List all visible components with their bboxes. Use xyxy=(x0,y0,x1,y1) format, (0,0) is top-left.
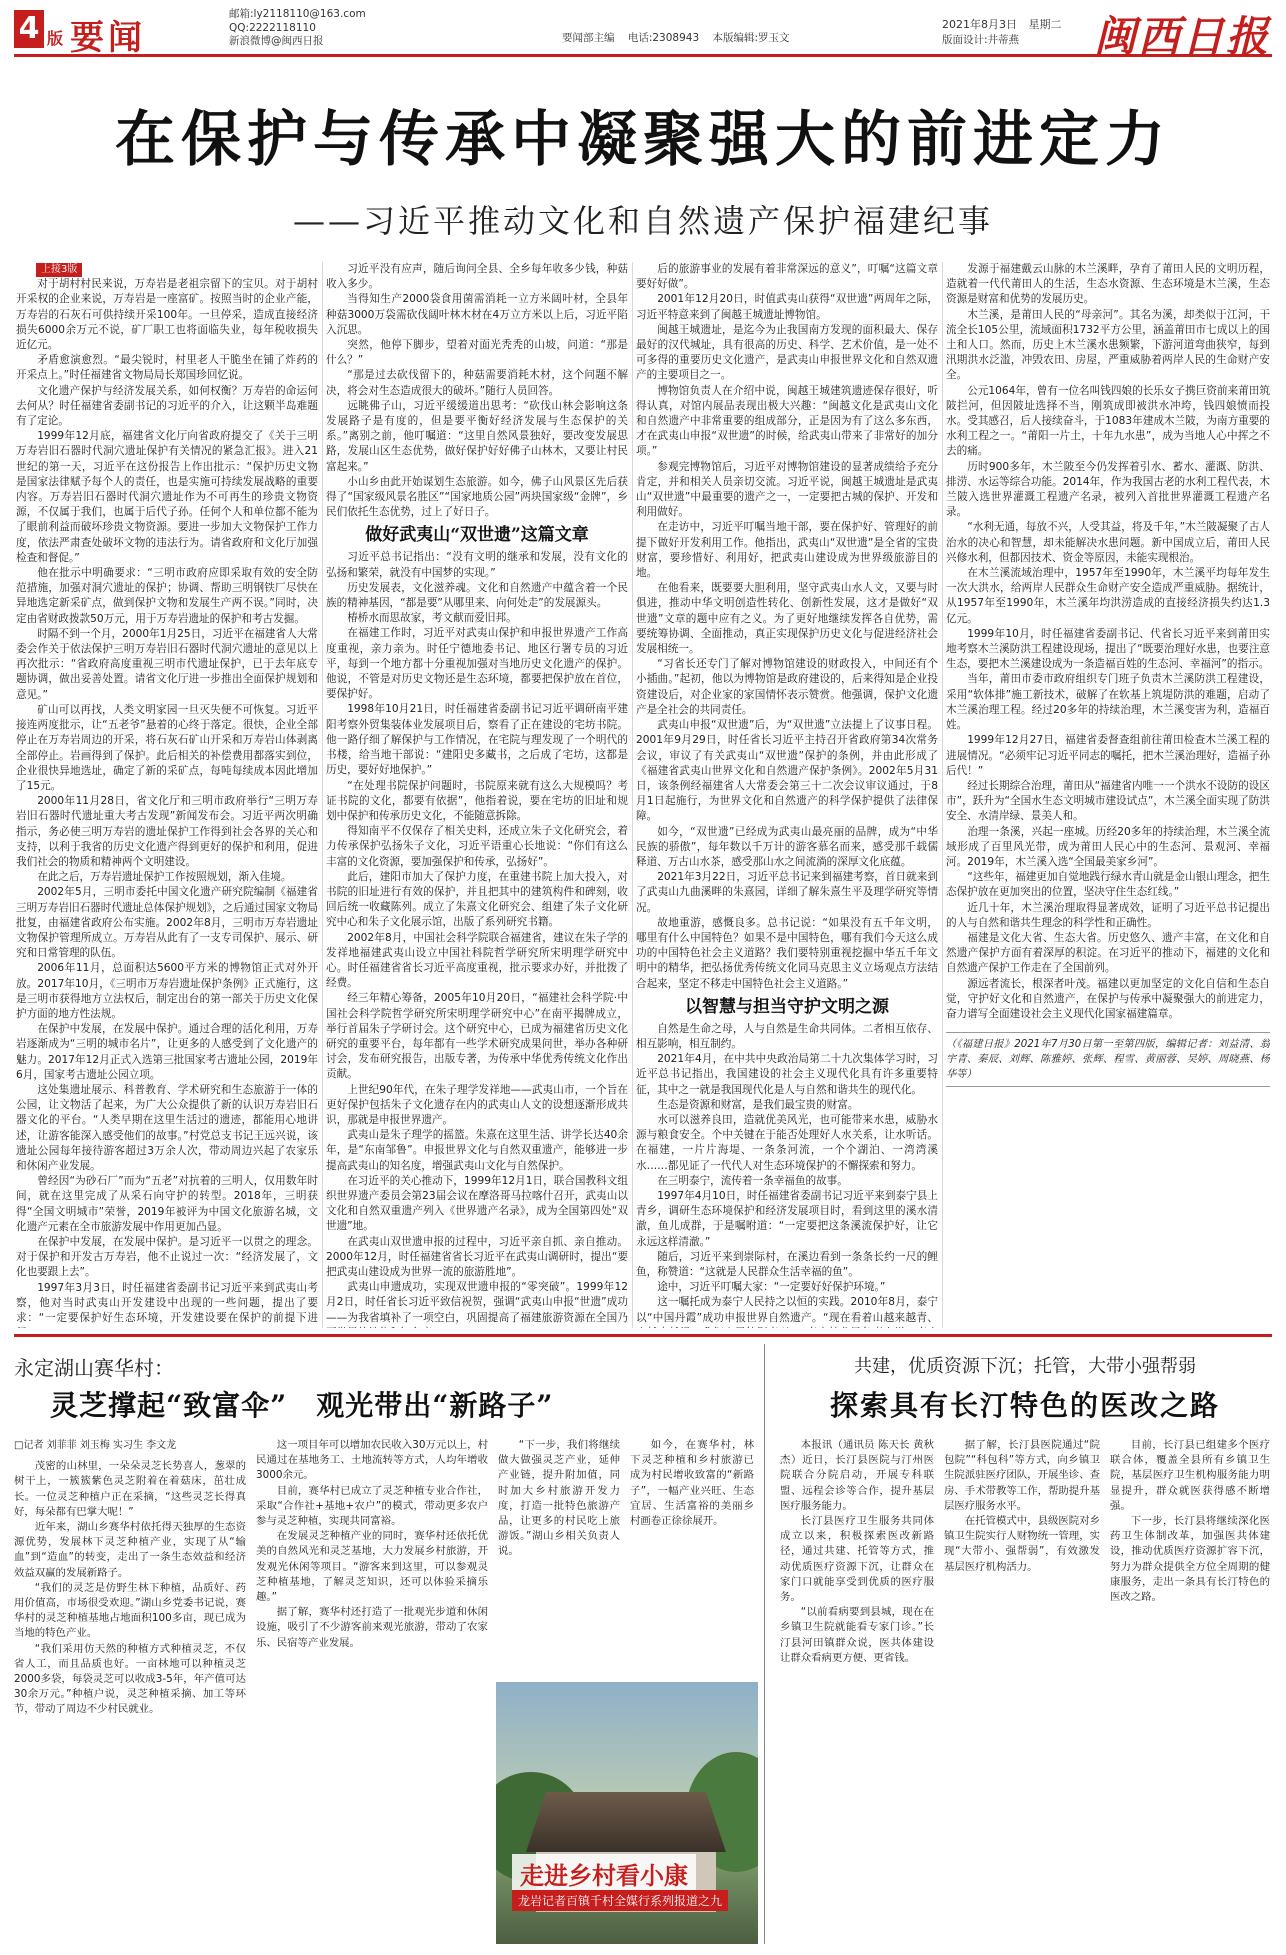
paragraph: 矿山可以再找，人类文明家园一旦灭失便不可恢复。习近平接连两度批示，让“五老爷”悬着的心终于落定。很快，企业全部停止在万寿岩周边的开采，将石灰石矿山开采和万寿岩山体剥离全部停止。岩画得到了保护。此后相关的补偿费用都落实到位，企业很快异地选址，确定了新的采矿点，每吨每续成本因此增加了15元。 xyxy=(16,703,318,792)
paragraph: 本报讯（通讯员 陈天长 黄秋杰）近日，长汀县医院与汀州医院联合分院启动，开展专科联盟、远程会诊等合作，提升基层医疗服务能力。 xyxy=(780,1439,934,1512)
paragraph: 在习近平的关心推动下，1999年12月1日，联合国教科文组织世界遗产委员会第23届会议在摩洛哥马拉喀什召开，武夷山以文化和自然双重遗产列入《世界遗产名录》，成为全国第四处“双世遗”地。 xyxy=(326,1174,628,1233)
paragraph: 在武夷山双世遗申报的过程中，习近平亲自抓、亲自推动。2000年12月，时任福建省省长习近平在武夷山调研时，提出“要把武夷山建设成为世界一流的旅游胜地”。 xyxy=(326,1235,628,1278)
paragraph: 这处集遗址展示、科普教育、学术研究和生态旅游于一体的公园，让文物活了起来，为广大公众提供了新的认识万寿岩旧石器文化的平台。“人类早期在这里生活过的遗迹，都能用心地讲述，让游客能深入感受他们的故事。”村党总支书记王远兴说，该遗址公园每年接待游客超过3万余人次，带动周边兴起了农家乐和休闲产业发展。 xyxy=(16,1083,318,1172)
paragraph: 福建是文化大省、生态大省。历史悠久、遗产丰富，在文化和自然遗产保护方面有着深厚的积淀。在习近平的推动下，福建的文化和自然遗产保护工作走在了全国前列。 xyxy=(946,931,1270,975)
paragraph: 据了解，赛华村还打造了一批观光步道和休闲设施，吸引了不少游客前来观光旅游，带动了农家乐、民宿等产业发展。 xyxy=(256,1606,488,1649)
paragraph: 突然，他停下脚步，望着对面光秃秃的山坡，问道：“那是什么？” xyxy=(326,339,628,367)
paragraph: 2002年8月，中国社会科学院联合福建省，建议在朱子学的发祥地福建武夷山设立中国社科院哲学研究所宋明理学研究中心。时任福建省省长习近平高度重视，批示要求办好，并批拨了经费。 xyxy=(326,931,628,990)
paragraph: 近年来，湖山乡赛华村依托得天独厚的生态资源优势，发展林下灵芝种植产业，实现了从“输血”到“造血”的转变，走出了一条生态效益和经济效益双赢的发展新路子。 xyxy=(14,1521,246,1579)
paragraph: 近几十年，木兰溪治理取得显著成效，证明了习近平总书记提出的人与自然和谐共生理念的科学性和正确性。 xyxy=(946,901,1270,929)
paragraph: 武夷山申报“双世遗”后，为“双世遗”立法提上了议事日程。2001年9月29日，时任省长习近平主持召开省政府第34次常务会议，审议了有关武夷山“双世遗”保护的条例，并由此形成了《福建省武夷山世界文化和自然遗产保护条例》。2002年5月31日，该条例经福建省人大常委会第三十二次会议审议通过，于8月1日起施行，为世界文化和自然遗产的科学保护提供了法律保障。 xyxy=(636,719,938,823)
paragraph: 上世纪90年代，在朱子理学发祥地——武夷山市，一个旨在更好保护包括朱子文化遗存在内的武夷山人文的设想逐渐形成共识，那就是申报世界遗产。 xyxy=(326,1083,628,1126)
paragraph: 在木兰溪流域治理中，1957年至1990年，木兰溪平均每年发生一次大洪水，给两岸人民群众生命财产安全造成严重威胁。据统计，从1957年至1990年，木兰溪年均洪涝造成的直接经济损失约达1.3亿元。 xyxy=(946,567,1270,625)
phone: 电话:2308943 xyxy=(627,32,700,44)
paragraph: 经三年精心筹备，2005年10月20日，“福建社会科学院·中国社会科学院哲学研究所宋明理学研究中心”在南平揭牌成立，举行首届朱子学研讨会。这个研究中心，已成为福建省历史文化研究的重要平台，每年都有一些学术研究成果问世，举办各种研讨会，发布研究报告，出版专著，为传承中华优秀传统文化作出贡献。 xyxy=(326,992,628,1081)
paragraph: 如今，“双世遗”已经成为武夷山最亮丽的品牌，成为“中华民族的骄傲”，每年数以千万计的游客慕名而来，感受那千载儒释道、万古山水茶，感受那山水之间流淌的深厚文化底蕴。 xyxy=(636,825,938,868)
paragraph: 时隔不到一个月，2000年1月25日，习近平在福建省人大常委会作关于依法保护三明万寿岩旧石器时代洞穴遗址的意见以上再次批示：“省政府高度重视三明市代遗址保护，已于去年底专题协调，做出妥善处置。请省文化厅进一步推出全面保护规划和意见。” xyxy=(16,627,318,701)
article-column-2 xyxy=(326,262,628,1328)
weibo: 新浪微博@闽西日报 xyxy=(229,35,324,47)
paragraph: 木兰溪，是莆田人民的“母亲河”。其名为溪，却类似于江河，干流全长105公里，流域面积1732平方公里，涵盖莆田市七成以上的国土和人口。然而，历史上木兰溪水患频繁，下游河道弯曲狭窄，每到汛期洪水泛滥，冲毁农田、房屋，严重威胁着两岸人民的生命财产安全。 xyxy=(946,308,1270,382)
paragraph: “在处理书院保护问题时，书院原来就有这么大规模吗？考证书院的文化，都要有依据”，他指着说，要在宅坊的旧址和规划中保护和传承历史文化，不能随意拆除。 xyxy=(326,779,628,822)
paragraph: 在托管模式中，县级医院对乡镇卫生院实行人财物统一管理，实现“大带小、强帮弱”，有效激发基层医疗机构活力。 xyxy=(944,1515,1100,1573)
source-note: （《福建日报》2021年7月30日第一至第四版，编辑记者：刘益清、翁宇青、秦辰、刘辉、陈雅婷、张辉、程雪、黄丽蓉、吴婷、周晓燕、杨华等） xyxy=(946,1032,1270,1087)
bottom-right-headline: 探索具有长汀特色的医改之路 xyxy=(829,1389,1220,1422)
paragraph: 2002年5月，三明市委托中国文化遗产研究院编制《福建省三明万寿岩旧石器时代遗址总体保护规划》，之后通过国家文物局批复，由福建省政府公布实施。2002年8月，三明市万寿岩遗址文物保护管理所成立。万寿岩从此有了一支专司保护、展示、研究和日常管理的队伍。 xyxy=(16,886,318,960)
bottom-right-column-2 xyxy=(944,1438,1100,1943)
photo-series-subtitle: 龙岩记者百镇千村全媒行系列报道之九 xyxy=(512,1890,728,1911)
paragraph: 1999年12月27日，福建省委督查组前往莆田检查木兰溪工程的进展情况。“必须牢记习近平同志的嘱托，把木兰溪治理好，造福子孙后代！” xyxy=(946,734,1270,777)
bottom-left-pretitle: 永定湖山赛华村： xyxy=(14,1356,174,1380)
article-column-4 xyxy=(946,262,1270,1328)
bottom-right-column-3 xyxy=(1110,1438,1270,1943)
section-divider xyxy=(14,1334,1272,1337)
paragraph: 在发展灵芝种植产业的同时，赛华村还依托优美的自然风光和灵芝基地，大力发展乡村旅游，开发观光休闲等项目。“游客来到这里，可以参观灵芝种植基地，了解灵芝知识，还可以体验采摘乐趣。” xyxy=(256,1530,488,1604)
paragraph: 椿桥水而思故家，考文献而爱旧邦。 xyxy=(347,612,517,625)
paragraph: 这一嘱托成为泰宁人民持之以恒的实践。2010年8月，泰宁以“中国丹霞”成功申报世界自然遗产。“现在看着山越来越青、 xyxy=(636,1296,938,1324)
qq: QQ:2222118110 xyxy=(229,21,316,34)
paragraph: 参观完博物馆后，习近平对博物馆建设的显著成绩给予充分肯定，并和相关人员亲切交流。习近平说，闽越王城遗址是武夷山“双世遗”中最重要的遗产之一，一定要把古城的保护、开发和利用做好。 xyxy=(636,460,938,519)
paragraph: 他在批示中明确要求：“三明市政府应即采取有效的安全防范措施，加强对洞穴遗址的保护；协调、帮助三明钢铁厂尽快在异地选定新采矿点，做到保护文物和发展生产两不误。”同时，决定由省财政拨款50万元，用于万寿岩遗址的保护和考古发掘。 xyxy=(16,567,318,625)
paragraph: 长汀县医疗卫生服务共同体成立以来，积极探索医改新路径，通过共建、托管等方式，推动优质医疗资源下沉，让群众在家门口就能享受到优质的医疗服务。 xyxy=(780,1515,934,1604)
paragraph: 2021年4月，在中共中央政治局第二十九次集体学习时，习近平总书记指出，我国建设的社会主义现代化具有许多重要特征，其中之一就是我国现代化是人与自然和谐共生的现代化。 xyxy=(636,1053,938,1096)
column-divider xyxy=(942,262,943,1328)
paragraph: “下一步，我们将继续做大做强灵芝产业，延伸产业链，提升附加值，同时加大乡村旅游开发力度，打造一批特色旅游产品，让更多的村民吃上旅游饭。”湖山乡相关负责人说。 xyxy=(498,1439,620,1558)
paragraph: 源远者流长，根深者叶茂。福建以更加坚定的文化自信和生态自觉，守护好文化和自然遗产，在保护与传承中凝聚强大的前进定力，奋力谱写全面建设社会主义现代化国家福建篇章。 xyxy=(946,977,1270,1020)
paragraph: 生态是资源和财富，是我们最宝贵的财富。 xyxy=(657,1098,859,1111)
paragraph: 习近平没有应声，随后询问全县、全乡每年收多少钱，种菇收入多少。 xyxy=(326,263,628,291)
date-line xyxy=(942,16,1070,32)
paragraph: 对于胡村村民来说，万寿岩是老祖宗留下的宝贝。对于胡村开采权的企业来说，万寿岩是一座富矿。按照当时的企业产能，万寿岩的石灰石可供持续开采100年。一旦停采，造成直接经济损失6000余万元不说，矿厂职工也将面临失业，每年税收损失近亿元。 xyxy=(16,278,318,352)
paragraph: 2021年3月22日，习近平总书记来到福建考察，首日就来到了武夷山九曲溪畔的朱熹园，详细了解朱熹生平及理学研究等情况。 xyxy=(636,871,938,914)
paragraph: 在保护中发展，在发展中保护。通过合理的活化利用，万寿岩逐渐成为“三明的城市名片”，让更多的人感受到了文化遗产的魅力。2017年12月正式入选第三批国家考古遗址公园，2019年6月，国家考古遗址公园立项。 xyxy=(16,1023,318,1081)
paragraph: 得知南平不仅保存了相关史料，还成立朱子文化研究会，着力传承保护弘扬朱子文化，习近平语重心长地说：“你们有这么丰富的文化资源，要加强保护和传承，弘扬好”。 xyxy=(326,825,628,868)
paragraph: 2001年12月20日，时值武夷山获得“双世遗”两周年之际，习近平特意来到了闽越王城遗址博物馆。 xyxy=(636,293,938,321)
paragraph: 这一项目年可以增加农民收入30万元以上，村民通过在基地务工、土地流转等方式，人均年增收3000余元。 xyxy=(256,1439,488,1482)
paragraph: 经过长期综合治理，莆田从“福建省内唯一一个洪水不设防的设区市”，跃升为“全国水生态文明城市建设试点”，木兰溪全面实现了防洪安全、水清岸绿、景美人和。 xyxy=(946,779,1270,823)
article-column-3 xyxy=(636,262,938,1328)
paragraph: 故地重游，感慨良多。总书记说：“如果没有五千年文明，哪里有什么中国特色？如果不是中国特色，哪有我们今天这么成功的中国特色社会主义道路？我们要特别重视挖掘中华五千年文明中的精华，把弘扬优秀传统文化同马克思主义立场观点方法结合起来，坚定不移走中国特色社会主义道路。” xyxy=(636,916,938,990)
paragraph: 在走访中，习近平叮嘱当地干部，要在保护好、管理好的前提下做好开发利用工作。他指出，武夷山“双世遗”是全省的宝贵财富，要珍惜好、利用好，把武夷山建设成为世界级旅游目的地。 xyxy=(636,521,938,580)
contact-info xyxy=(229,8,366,49)
paragraph: 武夷山申遗成功，实现双世遗申报的“零突破”。1999年12月2日，时任省长习近平致信祝贺，强调“武夷山申报“世遗”成功——为我省填补了一项空白，巩固提高了福建旅游资源在全国乃 xyxy=(326,1281,628,1324)
bottom-right-pretitle: 共建，优质资源下沉；托管，大带小强帮弱 xyxy=(854,1356,1196,1377)
designer: 版面设计:井蒂燕 xyxy=(942,34,1020,46)
section-subtitle: 做好武夷山“双世遗”这篇文章 xyxy=(365,525,589,546)
main-headline: 在保护与传承中凝聚强大的前进定力 xyxy=(115,105,1171,175)
paragraph: 历史发展表，文化滋养魂。文化和自然遗产中蕴含着一个民族的精神基因，“都是要”从哪里来、向何处走”的发展源头。 xyxy=(326,581,628,610)
paragraph: 2000年11月28日，省文化厅和三明市政府举行“三明万寿岩旧石器时代遗址重大考古发现”新闻发布会。习近平两次明确指示，务必使三明万寿岩的遗址保护工作得到社会各界的关心和支持，以利于我省的历史文化遗产得到更好的保护和利用，促进我们社会的物质和精神两个文明建设。 xyxy=(16,795,318,868)
photo-series-title: 走进乡村看小康 xyxy=(512,1854,696,1893)
paragraph: 随后，习近平来到崇际村，在溪边看到一条条长约一尺的鲤鱼，称赞道：“这就是人民群众生活幸福的鱼”。 xyxy=(636,1250,938,1278)
article-column-1 xyxy=(16,262,318,1328)
paragraph: 武夷山是朱子理学的摇篮。朱熹在这里生活、讲学长达40余年，是“东南邹鲁”。申报世界文化与自然双重遗产，能够进一步提高武夷山的知名度，增强武夷山文化与自然保护。 xyxy=(326,1129,628,1172)
email[interactable]: 邮箱:ly2118110@163.com xyxy=(229,8,366,20)
paragraph: 小山乡由此开始谋划生态旅游。如今，佛子山风景区先后获得了“国家级风景名胜区”“国家地质公园”两块国家级“金牌”，乡民们依托生态优势，过上了好日子。 xyxy=(326,475,628,519)
paragraph: “我们采用仿天然的种植方式种植灵芝，不仅省人工，而且品质也好。一亩林地可以种植灵芝2000多袋，每袋灵芝可以收成3-5年，年产值可达30余万元。”种植户说，灵芝种植采摘、加工等环节，带动了周边不少村民就业。 xyxy=(14,1642,246,1716)
bottom-left-column-2 xyxy=(256,1438,488,1943)
page-suffix: 版 xyxy=(47,29,64,48)
section-name: 要闻 xyxy=(70,18,146,58)
paragraph: 在保护中发展，在发展中保护。是习近平一以贯之的理念。对于保护和开发古万寿岩，他不止说过一次：“经济发展了，文化也要跟上去”。 xyxy=(16,1236,318,1279)
paragraph: 在三明泰宁，流传着一条幸福鱼的故事。 xyxy=(657,1174,848,1187)
paragraph: 在他看来，既要要大胆利用，坚守武夷山水人文，又要与时俱进，推动中华文明创造性转化、创新性发展，这才是做好“双世遗”文章的题中应有之义。为了更好地继续发挥各自优势，需要统筹协调、全面推动，真正实现保护历史文化与促进经济社会发展相统一。 xyxy=(636,582,938,656)
paragraph: 在此之后，万寿岩遗址保护工作按照规划，渐入佳境。 xyxy=(37,871,292,884)
page-editor: 本版编辑:罗玉文 xyxy=(712,32,790,44)
column-divider xyxy=(322,262,323,1328)
editor-info xyxy=(562,30,800,45)
paragraph: 发源于福建戴云山脉的木兰溪畔，孕育了莆田人民的文明历程，造就着一代代莆田人的生活，生态水资源、生态环境是木兰溪，生态资源是财富和优势的发展历史。 xyxy=(946,263,1270,306)
paragraph: 目前，赛华村已成立了灵芝种植专业合作社，采取“合作社+基地+农户”的模式，带动更多农户参与灵芝种植，实现共同富裕。 xyxy=(256,1484,488,1528)
paragraph: 文化遗产保护与经济发展关系，如何权衡？万寿岩的命运何去何从？时任福建省委副书记的习近平的介入，让这颗半岛难题有了定论。 xyxy=(16,384,318,428)
paragraph: 习近平总书记指出：“没有文明的继承和发展，没有文化的弘扬和繁荣，就没有中国梦的实现。” xyxy=(326,551,628,579)
paragraph: 1998年10月21日，时任福建省委副书记习近平调研南平建阳考察外贸集装体业发展项目后，察看了正在建设的宅坊书院。他一路仔细了解保护与工作情况，在宅院与理发现了一个明代的书楼，给当地干部说：“建阳史多藏书，之后成了宅坊，这都是历史，要好好地保护。” xyxy=(326,703,628,777)
paragraph: 途中，习近平叮嘱大家：“一定要好好保护环境。” xyxy=(657,1281,886,1294)
paragraph: 目前，长汀县已组建多个医疗联合体，覆盖全县所有乡镇卫生院，基层医疗卫生机构服务能力明显提升，群众就医获得感不断增强。 xyxy=(1110,1439,1270,1512)
paragraph: 下一步，长汀县将继续深化医药卫生体制改革，加强医共体建设，推动优质医疗资源扩容下沉，努力为群众提供全方位全周期的健康服务，走出一条具有长汀特色的医改之路。 xyxy=(1110,1515,1270,1604)
paragraph: 1999年12月底，福建省文化厅向省政府提交了《关于三明万寿岩旧石器时代洞穴遗址保护有关情况的紧急汇报》。进入21世纪的第一天，习近平在这份报告上作出批示：“保护历史文物是国家法律赋予每个人的责任，也是实施可持续发展战略的重要内容。万寿岩旧石器时代洞穴遗址作为不可再生的珍贵文物资源，不仅属于我们，也属于后代子孙。任何个人和单位都不能为了眼前利益而破坏珍贵文物资源。要进一步加大文物保护工作力度，依法严肃查处破坏文物的违法行为。请省政府和文化厅加强检查和督促。” xyxy=(16,430,318,564)
paragraph: “习省长还专门了解对博物馆建设的财政投入，中间还有个小插曲。”起初，他以为博物馆是政府建设的，后来得知是企业投资建设后，对企业家的家国情怀表示赞赏。他强调，保护文化遗产是全社会的共同责任。 xyxy=(636,658,938,716)
paragraph: 后的旅游事业的发展有着非常深远的意义”，叮嘱“这篇文章要好好做”。 xyxy=(636,263,938,291)
paragraph: 当得知生产2000袋食用菌需消耗一立方米阔叶材，全县年种菇3000万袋需砍伐阔叶林木材在4万立方米以上后，习近平陷入沉思。 xyxy=(326,293,628,336)
paragraph: “我们的灵芝是仿野生林下种植，品质好、药用价值高，市场很受欢迎。”湖山乡党委书记说，赛华村的灵芝种植基地占地面积100多亩，现已成为当地的特色产业。 xyxy=(14,1581,246,1640)
paragraph: 自然是生命之母，人与自然是生命共同体。二者相互依存、相互影响，相互制约。 xyxy=(636,1022,938,1050)
bottom-right-column-1 xyxy=(780,1438,934,1943)
bottom-left-column-1 xyxy=(14,1438,246,1943)
paragraph: 历时900多年，木兰陂至今仍发挥着引水、蓄水、灌溉、防洪、排涝、水运等综合功能。2014年，作为我国古老的水利工程代表，木兰陂入选世界灌溉工程遗产名录，被列入首批世界灌溉工程遗产名录。 xyxy=(946,460,1270,519)
paragraph: 闽越王城遗址，是迄今为止我国南方发现的面积最大、保存最好的汉代城址，具有很高的历史、科学、艺术价值，是一处不可多得的重要历史文化遗产，是武夷山申报世界文化和自然双遗产的主要项目之一。 xyxy=(636,323,938,382)
paragraph: 据了解，长汀县医院通过“院包院”“科包科”等方式，向乡镇卫生院派驻医疗团队，开展坐诊、查房、手术带教等工作，帮助提升基层医疗服务水平。 xyxy=(944,1439,1100,1512)
paragraph: 治理一条溪，兴起一座城。历经20多年的持续治理，木兰溪全流域形成了百里风光带，成为莆田人民心中的生态河、景观河、幸福河。2019年，木兰溪入选“全国最美家乡河”。 xyxy=(946,825,1270,868)
bottom-column-divider xyxy=(764,1344,765,1944)
paragraph: “以前看病要到县城，现在在乡镇卫生院就能看专家门诊。”长汀县河田镇群众说，医共体建设让群众看病更方便、更省钱。 xyxy=(780,1606,934,1664)
paragraph: 当年，莆田市委市政府组织专门班子负责木兰溪防洪工程建设，采用“软体排”施工新技术，破解了在软基上筑堤防洪的难题，启动了木兰溪治理工程。经过20多年的持续治理，木兰溪变害为利，造福百姓。 xyxy=(946,673,1270,732)
paragraph: 茂密的山林里，一朵朵灵芝长势喜人，葱翠的树干上，一簇簇紫色灵芝附着在着菇床，茁壮成长。一位灵芝种植户正在采摘，“这些灵芝长得真好，每朵都有巴掌大呢！” xyxy=(14,1460,246,1518)
paragraph: 如今，在赛华村，林下灵芝种植和乡村旅游已成为村民增收致富的“新路子”，一幅产业兴旺、生态宜居、生活富裕的美丽乡村画卷正徐徐展开。 xyxy=(630,1439,754,1528)
masthead xyxy=(14,6,1272,61)
bottom-left-headline: 灵芝撑起“致富伞” 观光带出“新路子” xyxy=(50,1389,554,1422)
paragraph: “水利无通，每放不兴，人受其益，将及千年，”木兰陂凝聚了古人治水的决心和智慧，却未能解决水患问题。新中国成立后，莆田人民兴修水利，但都因技术、资金等原因，未能实现根治。 xyxy=(946,521,1270,564)
editor-in-charge: 要闻部主编 xyxy=(562,32,615,44)
column-divider xyxy=(632,262,633,1328)
paragraph: 1999年10月，时任福建省委副书记、代省长习近平来到莆田实地考察木兰溪防洪工程建设现场，提出了“既要治理好水患，也要注意生态，要把木兰溪建设成为一条造福百姓的生态河、幸福河”的指示。 xyxy=(946,627,1270,671)
paragraph: 博物馆负责人在介绍中说，闽越王城建筑遗迹保存很好，听得认真，对馆内展品表现出极大兴趣：“闽越文化是武夷山文化和自然遗产中非常重要的组成部分，正是因为有了这么多东西，才在武夷山申报“双世遗”的时候，给武夷山带来了非常好的加分项。” xyxy=(636,384,938,458)
paragraph: 此后，建阳市加大了保护力度，在重建书院上加大投入，对书院的旧址进行有效的保护，并且把其中的建筑构件和碑刻，收回后统一收藏陈列。成立了朱熹文化研究会、组建了朱子文化研究中心和朱子文化展示馆，出版了系列研究书籍。 xyxy=(326,870,628,929)
paragraph: 矛盾愈演愈烈。“最尖锐时，村里老人干脆坐在铺了炸药的开采点上。”时任福建省文物局局长郑国珍回忆说。 xyxy=(16,354,318,382)
building-roof xyxy=(526,1792,726,1852)
newspaper-logo: 闽西日报 xyxy=(1094,12,1271,61)
byline: □记者 刘菲菲 刘玉梅 实习生 李文龙 xyxy=(14,1440,177,1451)
page-number: 4 xyxy=(14,10,44,48)
weekday: 星期二 xyxy=(1028,18,1062,31)
continued-tag: 上接3版 xyxy=(36,263,82,277)
paragraph: “那是过去砍伐留下的，种菇需要消耗木材，这个问题不解决，将会对生态造成很大的破坏。”随行人员回答。 xyxy=(326,369,628,397)
main-subheadline: ——习近平推动文化和自然遗产保护福建纪事 xyxy=(292,202,993,240)
paragraph: 远眺佛子山，习近平缓缓道出思考：“砍伐山林会影响这条发展路子是有度的，但是要平衡好经济发展与生态保护的关系。”离别之前，他叮嘱道：“这里自然风景独好，要改变发展思路，发展山区生态优势，做好保护好好佛子山林木，又要让村民富起来。” xyxy=(326,399,628,473)
paragraph: 公元1064年，曾有一位名叫钱四娘的长乐女子携巨资前来莆田筑陂拦河，但因陂址选择不当，刚筑成即被洪水冲垮，钱四娘愤而投水。受其感召，后人接续奋斗，于1083年建成木兰陂，为南方重要的水利工程之一。“莆阳一片土，十年九水患”，成为当地人心中挥之不去的痛。 xyxy=(946,384,1270,458)
issue-date: 2021年8月3日 xyxy=(942,18,1017,31)
paragraph: 水可以滋养良田，造就优美风光，也可能带来水患，威胁水源与粮食安全。个中关键在于能否处理好人水关系，让水听话。在福建，一片片海堤、一条条河流，一个个湖泊、一湾湾溪水……都见证了一代代人对生态环境保护的不懈探索和努力。 xyxy=(636,1113,938,1172)
paragraph: 在福建工作时，习近平对武夷山保护和申报世界遗产工作高度重视，亲力亲为。时任宁德地委书记、地区行署专员的习近平，每到一个地方都十分重视加强对当地历史文化遗产的保护。他说，不管是对历史文物还是生态环境，都要把保护放在首位，要保护好。 xyxy=(326,627,628,701)
paragraph: 曾经因“为砂石厂”而为“五老”对抗着的三明人，仅用数年时间，就在这里完成了从采石向守护的转型。2018年，三明获得“全国文明城市”荣誉，2019年被评为中国文化旅游名城，文化遗产元素在全市旅游发展中作用更加凸显。 xyxy=(16,1175,318,1233)
paragraph: 2006年11月，总面积达5600平方米的博物馆正式对外开放。2017年10月，《三明市万寿岩遗址保护条例》正式施行，这是三明市获得地方立法权后，制定出台的第一部关于历史文化保护方面的地方性法规。 xyxy=(16,962,318,1020)
paragraph: “这些年，福建更加自觉地践行绿水青山就是金山银山理念，把生态保护放在更加突出的位置，坚决守住生态红线。” xyxy=(946,871,1270,899)
section-subtitle: 以智慧与担当守护文明之源 xyxy=(685,996,889,1017)
bottom-left-column-4 xyxy=(630,1438,754,1678)
paragraph: 1997年3月3日，时任福建省委副书记习近平来到武夷山考察，他对当时武夷山开发建设中出现的一些问题，提出了要求：“一定要保护好生态环境，开发建设要在保护的前提下进 xyxy=(16,1281,318,1325)
paragraph: 1997年4月10日，时任福建省委副书记习近平来到泰宁县上青乡，调研生态环境保护和经济发展项目时，看到这里的溪水清澈，鱼儿成群，于是嘱咐道：“一定要把这条溪流保护好，让它永远这样清澈。” xyxy=(636,1189,938,1248)
